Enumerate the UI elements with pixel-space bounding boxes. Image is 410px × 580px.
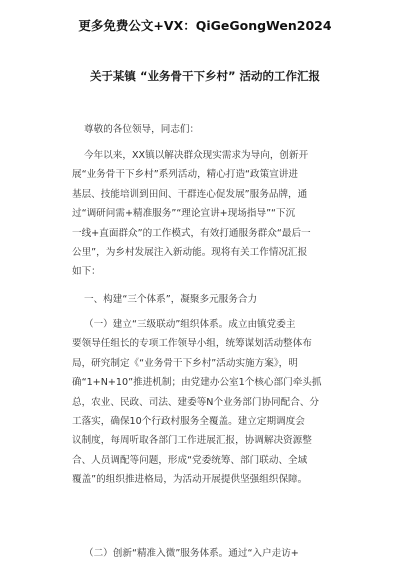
paragraph-line: 如下： — [72, 266, 101, 278]
paragraph-line: 公里”，为乡村发展注入新动能。现将有关工作情况汇报 — [72, 247, 308, 259]
paragraph-line: 确“1+N+10”推进机制；由党建办公室1个核心部门牵头抓 — [72, 377, 322, 389]
paragraph-line: 合、人员调配等问题，形成“党委统筹、部门联动、全域 — [72, 454, 308, 466]
paragraph-line: 局，研究制定《“业务骨干下乡村”活动实施方案》，明 — [72, 357, 298, 369]
watermark-header: 更多免费公文+VX：QiGeGongWen2024 — [78, 18, 332, 33]
paragraph-line: 覆盖”的组织推进格局，为活动开展提供坚强组织保障。 — [72, 474, 308, 486]
paragraph-line: 要领导任组长的专项工作领导小组，统筹谋划活动整体布 — [72, 338, 312, 350]
document-title: 关于某镇 “业务骨干下乡村” 活动的工作汇报 — [89, 69, 321, 83]
paragraph-line: 一线+直面群众”的工作模式，有效打通服务群众“最后一 — [72, 227, 311, 239]
paragraph-line: 今年以来，XX镇以解决群众现实需求为导向，创新开 — [84, 150, 309, 161]
paragraph-organization — [72, 315, 346, 490]
paragraph-line: 总，农业、民政、司法、建委等N个业务部门协同配合、分 — [72, 396, 320, 408]
section-heading: 一、构建“三个体系”，凝聚多元服务合力 — [84, 294, 258, 305]
paragraph-line: 展“业务骨干下乡村”系列活动，精心打造“政策宣讲进 — [72, 169, 298, 181]
paragraph-intro — [72, 146, 346, 282]
paragraph-line: 过“调研问需+精准服务”“理论宣讲+现场指导”“下沉 — [72, 208, 296, 220]
paragraph-line: 议制度，每周听取各部门工作进展汇报，协调解决资源整 — [72, 435, 312, 447]
paragraph-line: （二）创新“精准入微”服务体系。通过“入户走访+ — [84, 548, 299, 559]
paragraph-line: 基层、技能培训到田间、干群连心促发展”服务品牌，通 — [72, 188, 308, 200]
paragraph-line: （一）建立“三级联动”组织体系。成立由镇党委主 — [84, 319, 296, 330]
paragraph-service — [72, 544, 346, 563]
salutation: 尊敬的各位领导，同志们： — [84, 124, 200, 135]
paragraph-line: 工落实，确保10个行政村服务全覆盖。建立定期调度会 — [72, 416, 305, 428]
